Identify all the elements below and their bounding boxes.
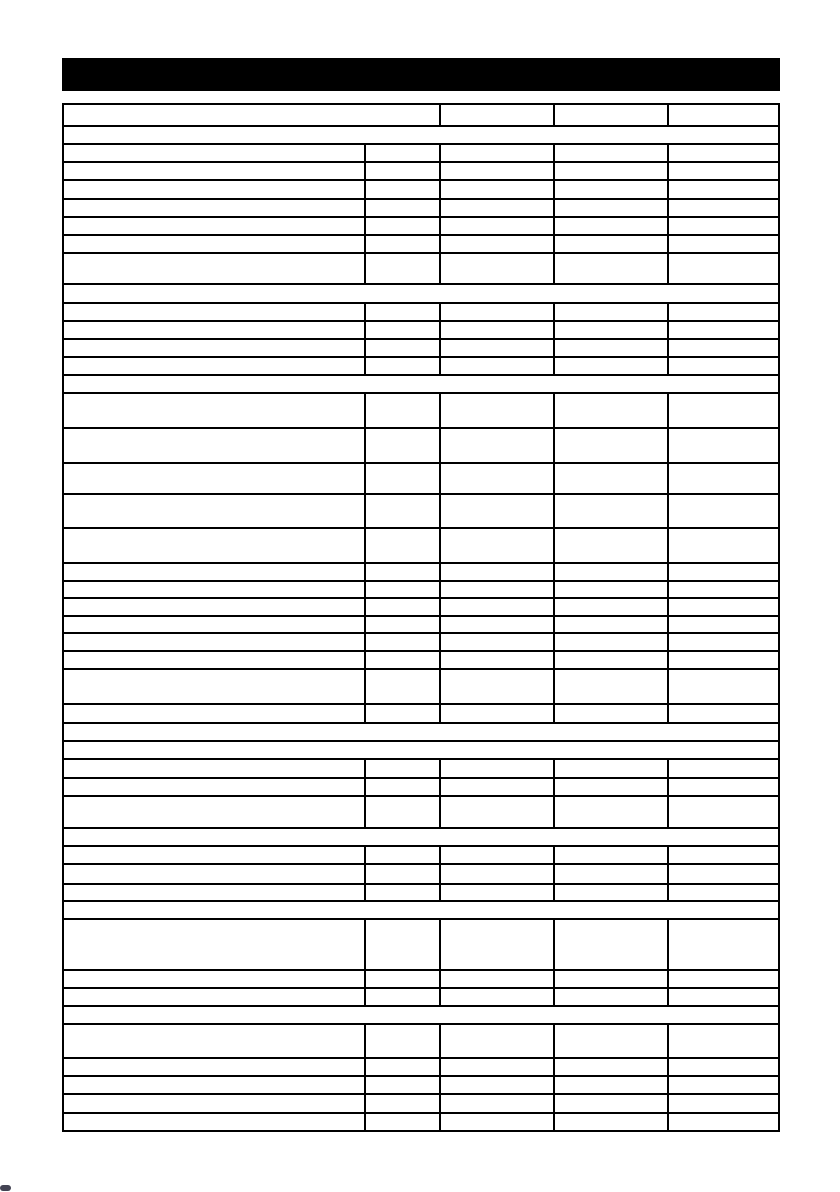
table-cell	[553, 1095, 667, 1112]
table-cell	[439, 670, 553, 703]
table-cell	[64, 394, 364, 427]
table-cell	[553, 779, 667, 795]
table-cell	[553, 322, 667, 338]
table-cell	[64, 236, 364, 252]
table-cell	[364, 145, 439, 161]
table-cell	[64, 724, 778, 740]
table-cell	[553, 865, 667, 883]
table-cell	[364, 394, 439, 427]
table-cell	[439, 200, 553, 216]
table-cell	[364, 340, 439, 356]
table-row	[64, 562, 778, 580]
table-row	[64, 527, 778, 562]
table-cell	[553, 163, 667, 179]
table-cell	[667, 1095, 778, 1112]
table-cell	[553, 920, 667, 969]
table-cell	[439, 564, 553, 580]
table-cell	[439, 1077, 553, 1093]
table-cell	[553, 1114, 667, 1130]
table-cell	[64, 1114, 364, 1130]
table-cell	[439, 254, 553, 283]
table-cell	[64, 865, 364, 883]
table-cell	[364, 1077, 439, 1093]
table-cell	[364, 163, 439, 179]
table-cell	[553, 564, 667, 580]
table-cell	[667, 340, 778, 356]
table-section-row	[64, 827, 778, 845]
table-row	[64, 179, 778, 198]
table-cell	[553, 1077, 667, 1093]
table-cell	[553, 200, 667, 216]
table-cell	[439, 652, 553, 668]
table-cell	[64, 340, 364, 356]
table-cell	[64, 285, 778, 302]
table-cell	[64, 971, 364, 987]
table-cell	[64, 670, 364, 703]
table-row	[64, 758, 778, 777]
table-cell	[439, 358, 553, 374]
table-cell	[64, 304, 364, 320]
table-cell	[667, 885, 778, 900]
table-cell	[439, 779, 553, 795]
table-cell	[64, 127, 778, 143]
page-corner-artifact	[0, 1185, 11, 1191]
table-cell	[667, 322, 778, 338]
table-row	[64, 1057, 778, 1075]
table-cell	[667, 394, 778, 427]
table-cell	[364, 760, 439, 777]
table-cell	[64, 218, 364, 234]
table-cell	[364, 1025, 439, 1057]
table-cell	[667, 105, 778, 125]
table-cell	[667, 847, 778, 863]
table-row	[64, 493, 778, 527]
table-cell	[553, 236, 667, 252]
table-cell	[364, 599, 439, 615]
table-cell	[64, 322, 364, 338]
table-cell	[64, 705, 364, 722]
table-cell	[364, 670, 439, 703]
table-cell	[667, 599, 778, 615]
table-cell	[439, 1025, 553, 1057]
table-row	[64, 198, 778, 216]
table-cell	[553, 989, 667, 1005]
table-cell	[439, 464, 553, 493]
table-cell	[667, 145, 778, 161]
table-cell	[64, 495, 364, 527]
table-cell	[553, 634, 667, 650]
table-cell	[553, 582, 667, 597]
table-row	[64, 234, 778, 252]
table-cell	[364, 495, 439, 527]
table-row	[64, 845, 778, 863]
table-cell	[667, 564, 778, 580]
table-cell	[64, 989, 364, 1005]
table-cell	[439, 105, 553, 125]
table-cell	[553, 797, 667, 827]
table-header-row	[64, 105, 778, 125]
table-cell	[667, 670, 778, 703]
table-cell	[64, 200, 364, 216]
table-cell	[667, 218, 778, 234]
table-cell	[64, 779, 364, 795]
table-cell	[439, 760, 553, 777]
table-cell	[64, 1025, 364, 1057]
table-cell	[439, 989, 553, 1005]
table-section-row	[64, 125, 778, 143]
table-row	[64, 338, 778, 356]
table-cell	[364, 564, 439, 580]
table-cell	[667, 705, 778, 722]
table-cell	[667, 236, 778, 252]
table-cell	[553, 340, 667, 356]
table-cell	[667, 1114, 778, 1130]
table-cell	[364, 582, 439, 597]
table-cell	[64, 1007, 778, 1023]
table-cell	[364, 200, 439, 216]
table-cell	[364, 634, 439, 650]
table-cell	[667, 617, 778, 632]
table-cell	[364, 236, 439, 252]
table-cell	[553, 105, 667, 125]
table-cell	[64, 1095, 364, 1112]
table-cell	[553, 358, 667, 374]
table-cell	[64, 429, 364, 462]
table-cell	[64, 181, 364, 198]
table-cell	[64, 829, 778, 845]
table-cell	[553, 394, 667, 427]
table-cell	[553, 145, 667, 161]
table-cell	[439, 971, 553, 987]
table-row	[64, 1023, 778, 1057]
table-cell	[364, 304, 439, 320]
table-cell	[439, 495, 553, 527]
table-cell	[667, 358, 778, 374]
table-row	[64, 703, 778, 722]
table-cell	[64, 797, 364, 827]
table-row	[64, 161, 778, 179]
table-cell	[439, 304, 553, 320]
table-cell	[553, 617, 667, 632]
table-cell	[667, 652, 778, 668]
table-cell	[64, 652, 364, 668]
table-row	[64, 987, 778, 1005]
table-cell	[667, 989, 778, 1005]
table-cell	[667, 200, 778, 216]
table-cell	[553, 971, 667, 987]
table-cell	[553, 1025, 667, 1057]
table-cell	[64, 145, 364, 161]
table-row	[64, 302, 778, 320]
table-cell	[439, 1059, 553, 1075]
table-cell	[64, 464, 364, 493]
table-cell	[364, 865, 439, 883]
table-cell	[439, 847, 553, 863]
table-section-row	[64, 740, 778, 758]
table-cell	[364, 358, 439, 374]
table-cell	[64, 902, 778, 918]
table-cell	[64, 564, 364, 580]
table-row	[64, 356, 778, 374]
table-cell	[553, 760, 667, 777]
table-row	[64, 216, 778, 234]
title-bar	[62, 58, 780, 91]
table-cell	[439, 705, 553, 722]
table-cell	[667, 760, 778, 777]
table-row	[64, 252, 778, 283]
table-row	[64, 795, 778, 827]
table-cell	[667, 582, 778, 597]
table-cell	[439, 145, 553, 161]
table-cell	[439, 885, 553, 900]
table-cell	[364, 847, 439, 863]
table-cell	[439, 1095, 553, 1112]
table-cell	[439, 218, 553, 234]
table-cell	[667, 304, 778, 320]
table-cell	[553, 705, 667, 722]
table-cell	[439, 797, 553, 827]
table-cell	[364, 254, 439, 283]
table-cell	[667, 1059, 778, 1075]
table-cell	[439, 920, 553, 969]
table-row	[64, 462, 778, 493]
table-cell	[439, 181, 553, 198]
table-cell	[64, 617, 364, 632]
table-cell	[553, 885, 667, 900]
table-cell	[64, 254, 364, 283]
table-cell	[439, 529, 553, 562]
table-cell	[439, 599, 553, 615]
table-cell	[553, 495, 667, 527]
table-cell	[667, 181, 778, 198]
table-cell	[667, 634, 778, 650]
table-cell	[553, 304, 667, 320]
table-cell	[364, 779, 439, 795]
table-cell	[364, 322, 439, 338]
table-cell	[64, 599, 364, 615]
table-cell	[64, 847, 364, 863]
table-row	[64, 777, 778, 795]
table-cell	[667, 971, 778, 987]
table-cell	[553, 529, 667, 562]
table-cell	[553, 181, 667, 198]
table-cell	[364, 705, 439, 722]
table-cell	[553, 254, 667, 283]
table-cell	[64, 582, 364, 597]
table-row	[64, 650, 778, 668]
table-cell	[553, 464, 667, 493]
table-row	[64, 1112, 778, 1130]
table-cell	[553, 670, 667, 703]
spec-table	[62, 103, 780, 1132]
table-section-row	[64, 374, 778, 392]
table-cell	[667, 429, 778, 462]
table-cell	[364, 429, 439, 462]
table-section-row	[64, 1005, 778, 1023]
table-cell	[439, 1114, 553, 1130]
table-section-row	[64, 722, 778, 740]
table-cell	[364, 920, 439, 969]
table-section-row	[64, 283, 778, 302]
table-cell	[439, 340, 553, 356]
table-cell	[364, 529, 439, 562]
table-cell	[64, 105, 439, 125]
table-cell	[439, 163, 553, 179]
table-cell	[439, 236, 553, 252]
table-cell	[439, 394, 553, 427]
table-cell	[64, 1059, 364, 1075]
table-cell	[364, 218, 439, 234]
table-row	[64, 1093, 778, 1112]
table-cell	[364, 1114, 439, 1130]
table-cell	[667, 1077, 778, 1093]
table-row	[64, 918, 778, 969]
table-cell	[64, 742, 778, 758]
table-cell	[364, 1095, 439, 1112]
table-row	[64, 969, 778, 987]
table-cell	[553, 1059, 667, 1075]
table-cell	[64, 358, 364, 374]
table-cell	[364, 652, 439, 668]
table-row	[64, 632, 778, 650]
table-cell	[439, 634, 553, 650]
table-cell	[364, 989, 439, 1005]
table-cell	[364, 617, 439, 632]
table-cell	[364, 464, 439, 493]
table-row	[64, 1075, 778, 1093]
table-cell	[553, 652, 667, 668]
table-cell	[667, 920, 778, 969]
table-cell	[667, 163, 778, 179]
table-cell	[64, 163, 364, 179]
table-cell	[439, 582, 553, 597]
table-row	[64, 392, 778, 427]
table-row	[64, 143, 778, 161]
table-cell	[667, 495, 778, 527]
table-row	[64, 863, 778, 883]
table-cell	[364, 181, 439, 198]
table-cell	[364, 797, 439, 827]
table-cell	[64, 376, 778, 392]
table-cell	[439, 429, 553, 462]
table-section-row	[64, 900, 778, 918]
table-cell	[64, 1077, 364, 1093]
table-row	[64, 427, 778, 462]
table-cell	[667, 254, 778, 283]
table-cell	[64, 885, 364, 900]
table-cell	[667, 797, 778, 827]
table-row	[64, 597, 778, 615]
table-cell	[553, 599, 667, 615]
table-cell	[64, 760, 364, 777]
table-row	[64, 668, 778, 703]
table-row	[64, 615, 778, 632]
table-cell	[364, 971, 439, 987]
table-cell	[553, 218, 667, 234]
table-cell	[667, 529, 778, 562]
table-cell	[667, 1025, 778, 1057]
table-row	[64, 320, 778, 338]
table-cell	[667, 779, 778, 795]
table-cell	[667, 865, 778, 883]
table-cell	[364, 1059, 439, 1075]
table-cell	[553, 847, 667, 863]
table-cell	[439, 617, 553, 632]
table-cell	[553, 429, 667, 462]
table-cell	[667, 464, 778, 493]
table-cell	[64, 634, 364, 650]
table-cell	[364, 885, 439, 900]
table-cell	[439, 322, 553, 338]
table-row	[64, 883, 778, 900]
table-cell	[64, 529, 364, 562]
table-row	[64, 580, 778, 597]
table-cell	[439, 865, 553, 883]
table-cell	[64, 920, 364, 969]
